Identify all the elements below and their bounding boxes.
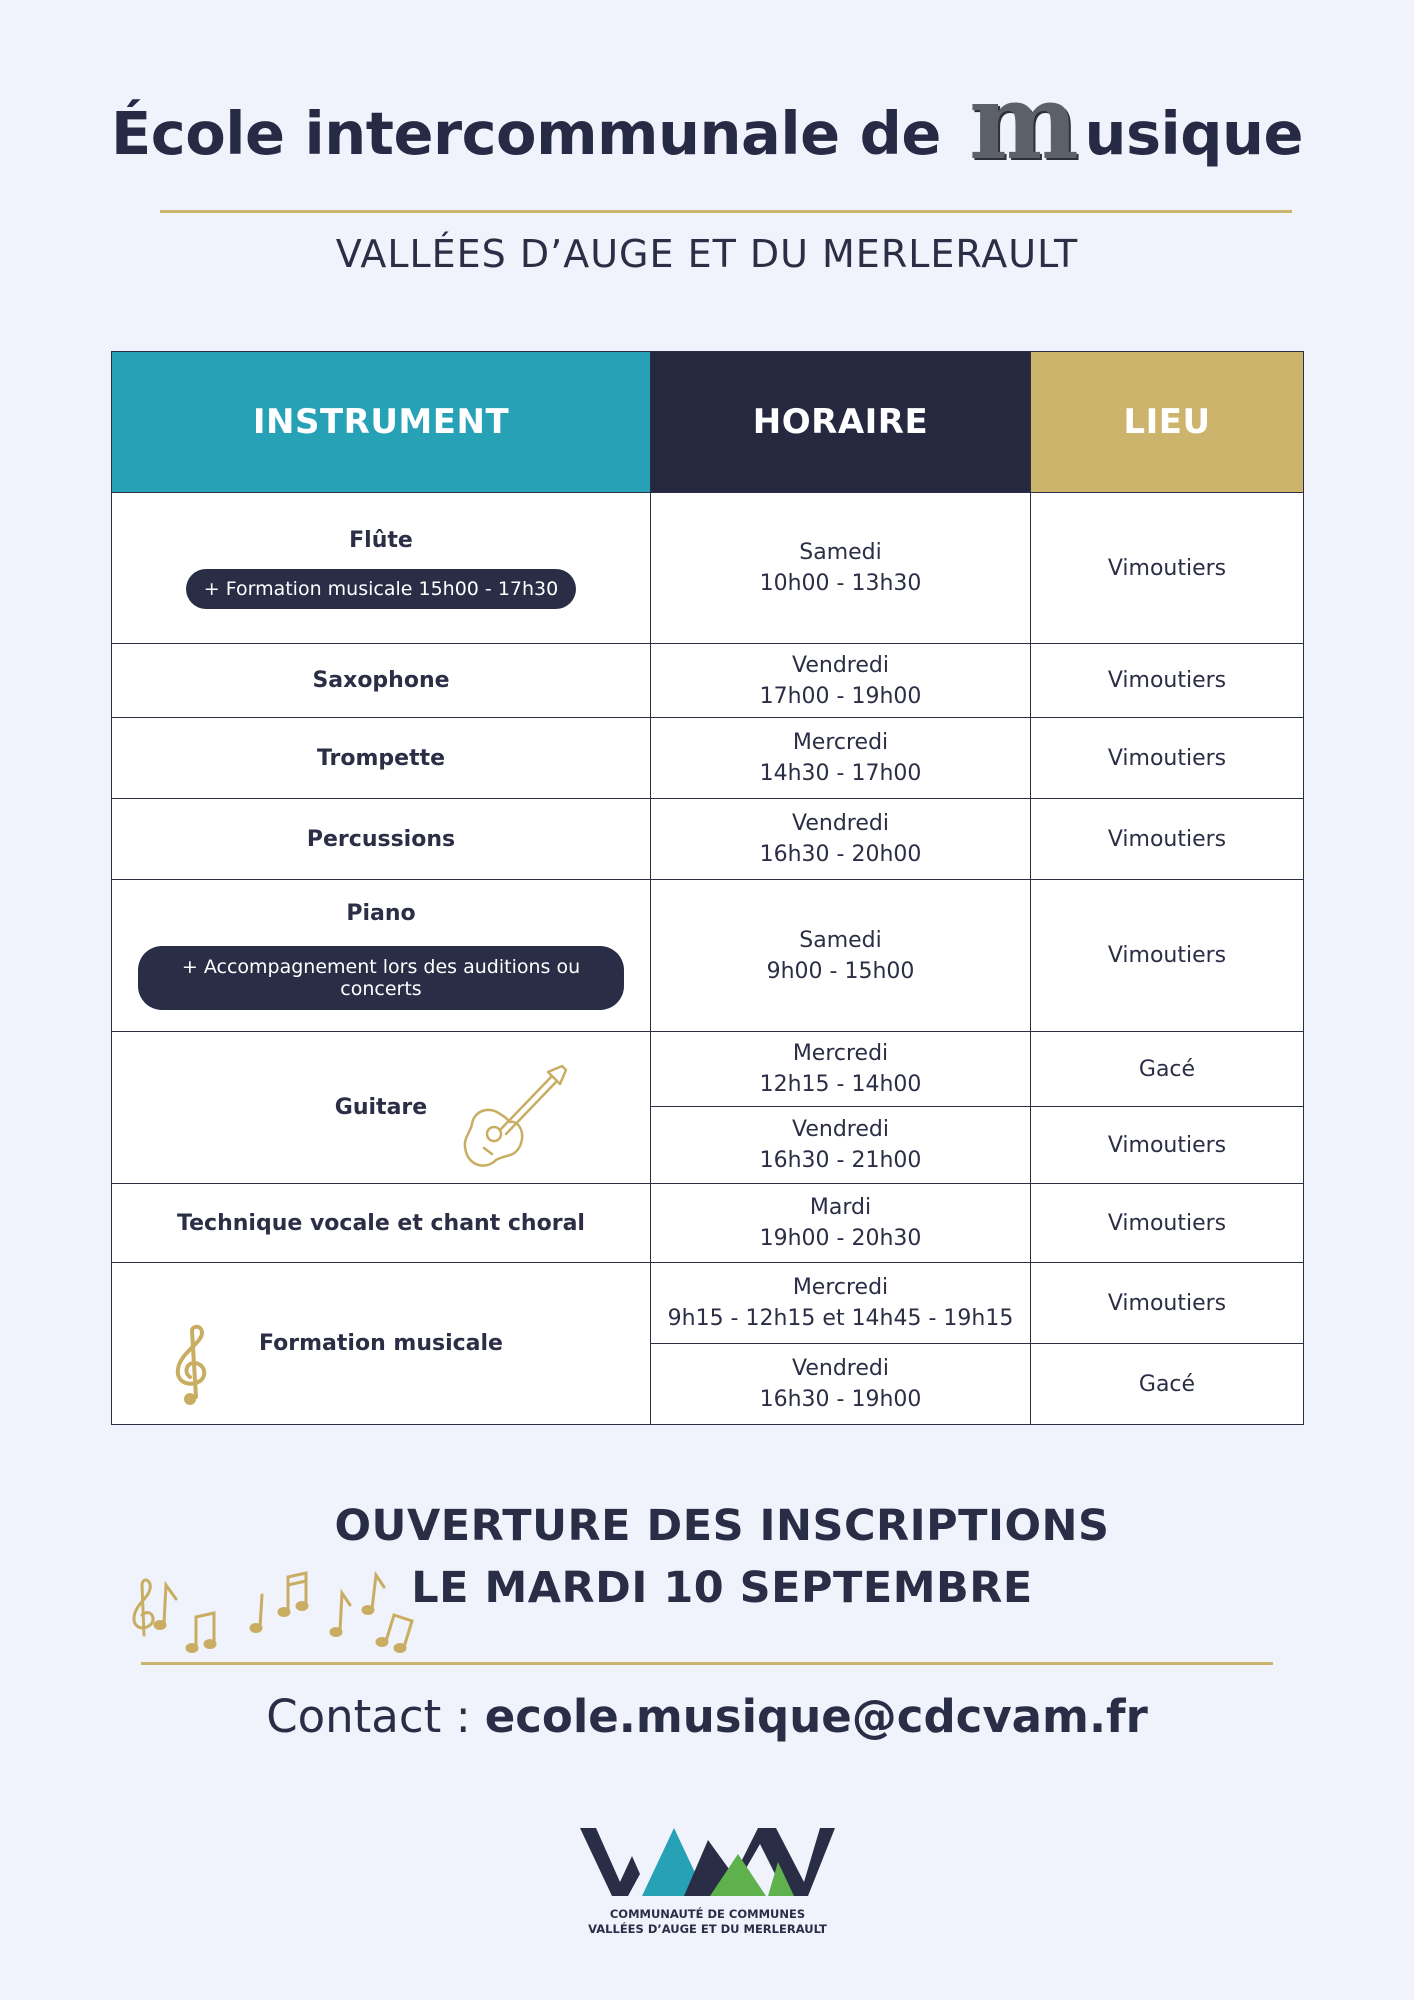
table-row (112, 718, 1304, 799)
logo-caption-line-2: VALLÉES D’AUGE ET DU MERLERAULT (588, 1922, 827, 1936)
day: Mercredi (792, 730, 889, 755)
top-divider (160, 210, 1292, 213)
horaire-cell (651, 1263, 1031, 1344)
instrument-cell (112, 493, 651, 644)
hours: 16h30 - 19h00 (759, 1387, 922, 1412)
day: Mercredi (792, 1275, 889, 1300)
table-row (112, 1263, 1304, 1344)
day: Samedi (799, 540, 882, 565)
table-row (112, 799, 1304, 880)
header-lieu: LIEU (1031, 352, 1304, 493)
lieu-cell: Vimoutiers (1031, 644, 1304, 718)
lieu-cell: Vimoutiers (1031, 880, 1304, 1032)
music-notes-icon (130, 1565, 420, 1655)
day: Vendredi (792, 1117, 889, 1142)
banner-line-1: OUVERTURE DES INSCRIPTIONS (334, 1501, 1110, 1551)
horaire-cell (651, 1184, 1031, 1263)
header-horaire: HORAIRE (651, 352, 1031, 493)
lieu-cell: Vimoutiers (1031, 493, 1304, 644)
hours: 12h15 - 14h00 (759, 1072, 922, 1097)
hours: 19h00 - 20h30 (759, 1226, 922, 1251)
lieu-cell: Vimoutiers (1031, 799, 1304, 880)
instrument-name: Piano (346, 901, 416, 926)
horaire-cell (651, 644, 1031, 718)
hours: 10h00 - 13h30 (759, 571, 922, 596)
day: Vendredi (792, 652, 889, 678)
instrument-cell (112, 1032, 651, 1184)
horaire-cell (651, 493, 1031, 644)
lieu-cell: Vimoutiers (1031, 1107, 1304, 1184)
note-badge: + Accompagnement lors des auditions ou concerts (138, 946, 624, 1010)
table-row (112, 1032, 1304, 1107)
lieu-cell: Gacé (1031, 1344, 1304, 1425)
instrument-name: Guitare (334, 1095, 428, 1120)
note-badge: + Formation musicale 15h00 - 17h30 (186, 569, 576, 609)
instrument-name: Formation musicale (259, 1331, 503, 1356)
horaire-cell (651, 1344, 1031, 1425)
table-row (112, 880, 1304, 1032)
hours: 9h00 - 15h00 (766, 958, 915, 984)
horaire-cell (651, 1107, 1031, 1184)
instrument-cell: Saxophone (112, 644, 651, 718)
contact-line (0, 1690, 1414, 1743)
day: Mercredi (792, 1041, 889, 1066)
hours: 14h30 - 17h00 (759, 761, 922, 786)
contact-email[interactable]: ecole.musique@cdcvam.fr (484, 1690, 1148, 1743)
banner-line-2: LE MARDI 10 SEPTEMBRE (411, 1563, 1033, 1613)
instrument-cell: Percussions (112, 799, 651, 880)
header-instrument: INSTRUMENT (112, 352, 651, 493)
day: Mardi (809, 1195, 872, 1220)
instrument-cell: Trompette (112, 718, 651, 799)
table-header-row (112, 352, 1304, 493)
vam-logo (580, 1826, 835, 1898)
day: Vendredi (792, 811, 889, 836)
lieu-cell: Gacé (1031, 1032, 1304, 1107)
title-prefix: École intercommunale de (110, 99, 941, 168)
day: Vendredi (792, 1356, 889, 1381)
logo-caption (520, 1907, 895, 1937)
instrument-cell: Technique vocale et chant choral (112, 1184, 651, 1263)
horaire-cell (651, 880, 1031, 1032)
hours: 16h30 - 21h00 (759, 1148, 922, 1173)
instrument-name: Flûte (349, 527, 413, 553)
horaire-cell (651, 1032, 1031, 1107)
horaire-cell (651, 718, 1031, 799)
table-row (112, 644, 1304, 718)
table-row (112, 493, 1304, 644)
logo-caption-line-1: COMMUNAUTÉ DE COMMUNES (609, 1907, 806, 1921)
hours: 9h15 - 12h15 et 14h45 - 19h15 (667, 1306, 1014, 1331)
lieu-cell: Vimoutiers (1031, 1263, 1304, 1344)
page-subtitle: VALLÉES D’AUGE ET DU MERLERAULT (335, 232, 1079, 276)
title-decorative-m: m (968, 60, 1079, 183)
treble-clef-icon (172, 1323, 216, 1407)
day: Samedi (799, 927, 882, 953)
instrument-cell (112, 880, 651, 1032)
hours: 17h00 - 19h00 (759, 683, 922, 709)
title-suffix: usique (1084, 99, 1304, 168)
guitar-icon (460, 1062, 570, 1174)
hours: 16h30 - 20h00 (759, 842, 922, 867)
instrument-cell (112, 1263, 651, 1425)
schedule-table (111, 351, 1304, 1425)
bottom-divider (141, 1662, 1273, 1665)
table-row (112, 1184, 1304, 1263)
contact-label: Contact : (266, 1690, 471, 1743)
lieu-cell: Vimoutiers (1031, 1184, 1304, 1263)
page-title (0, 60, 1414, 183)
horaire-cell (651, 799, 1031, 880)
lieu-cell: Vimoutiers (1031, 718, 1304, 799)
